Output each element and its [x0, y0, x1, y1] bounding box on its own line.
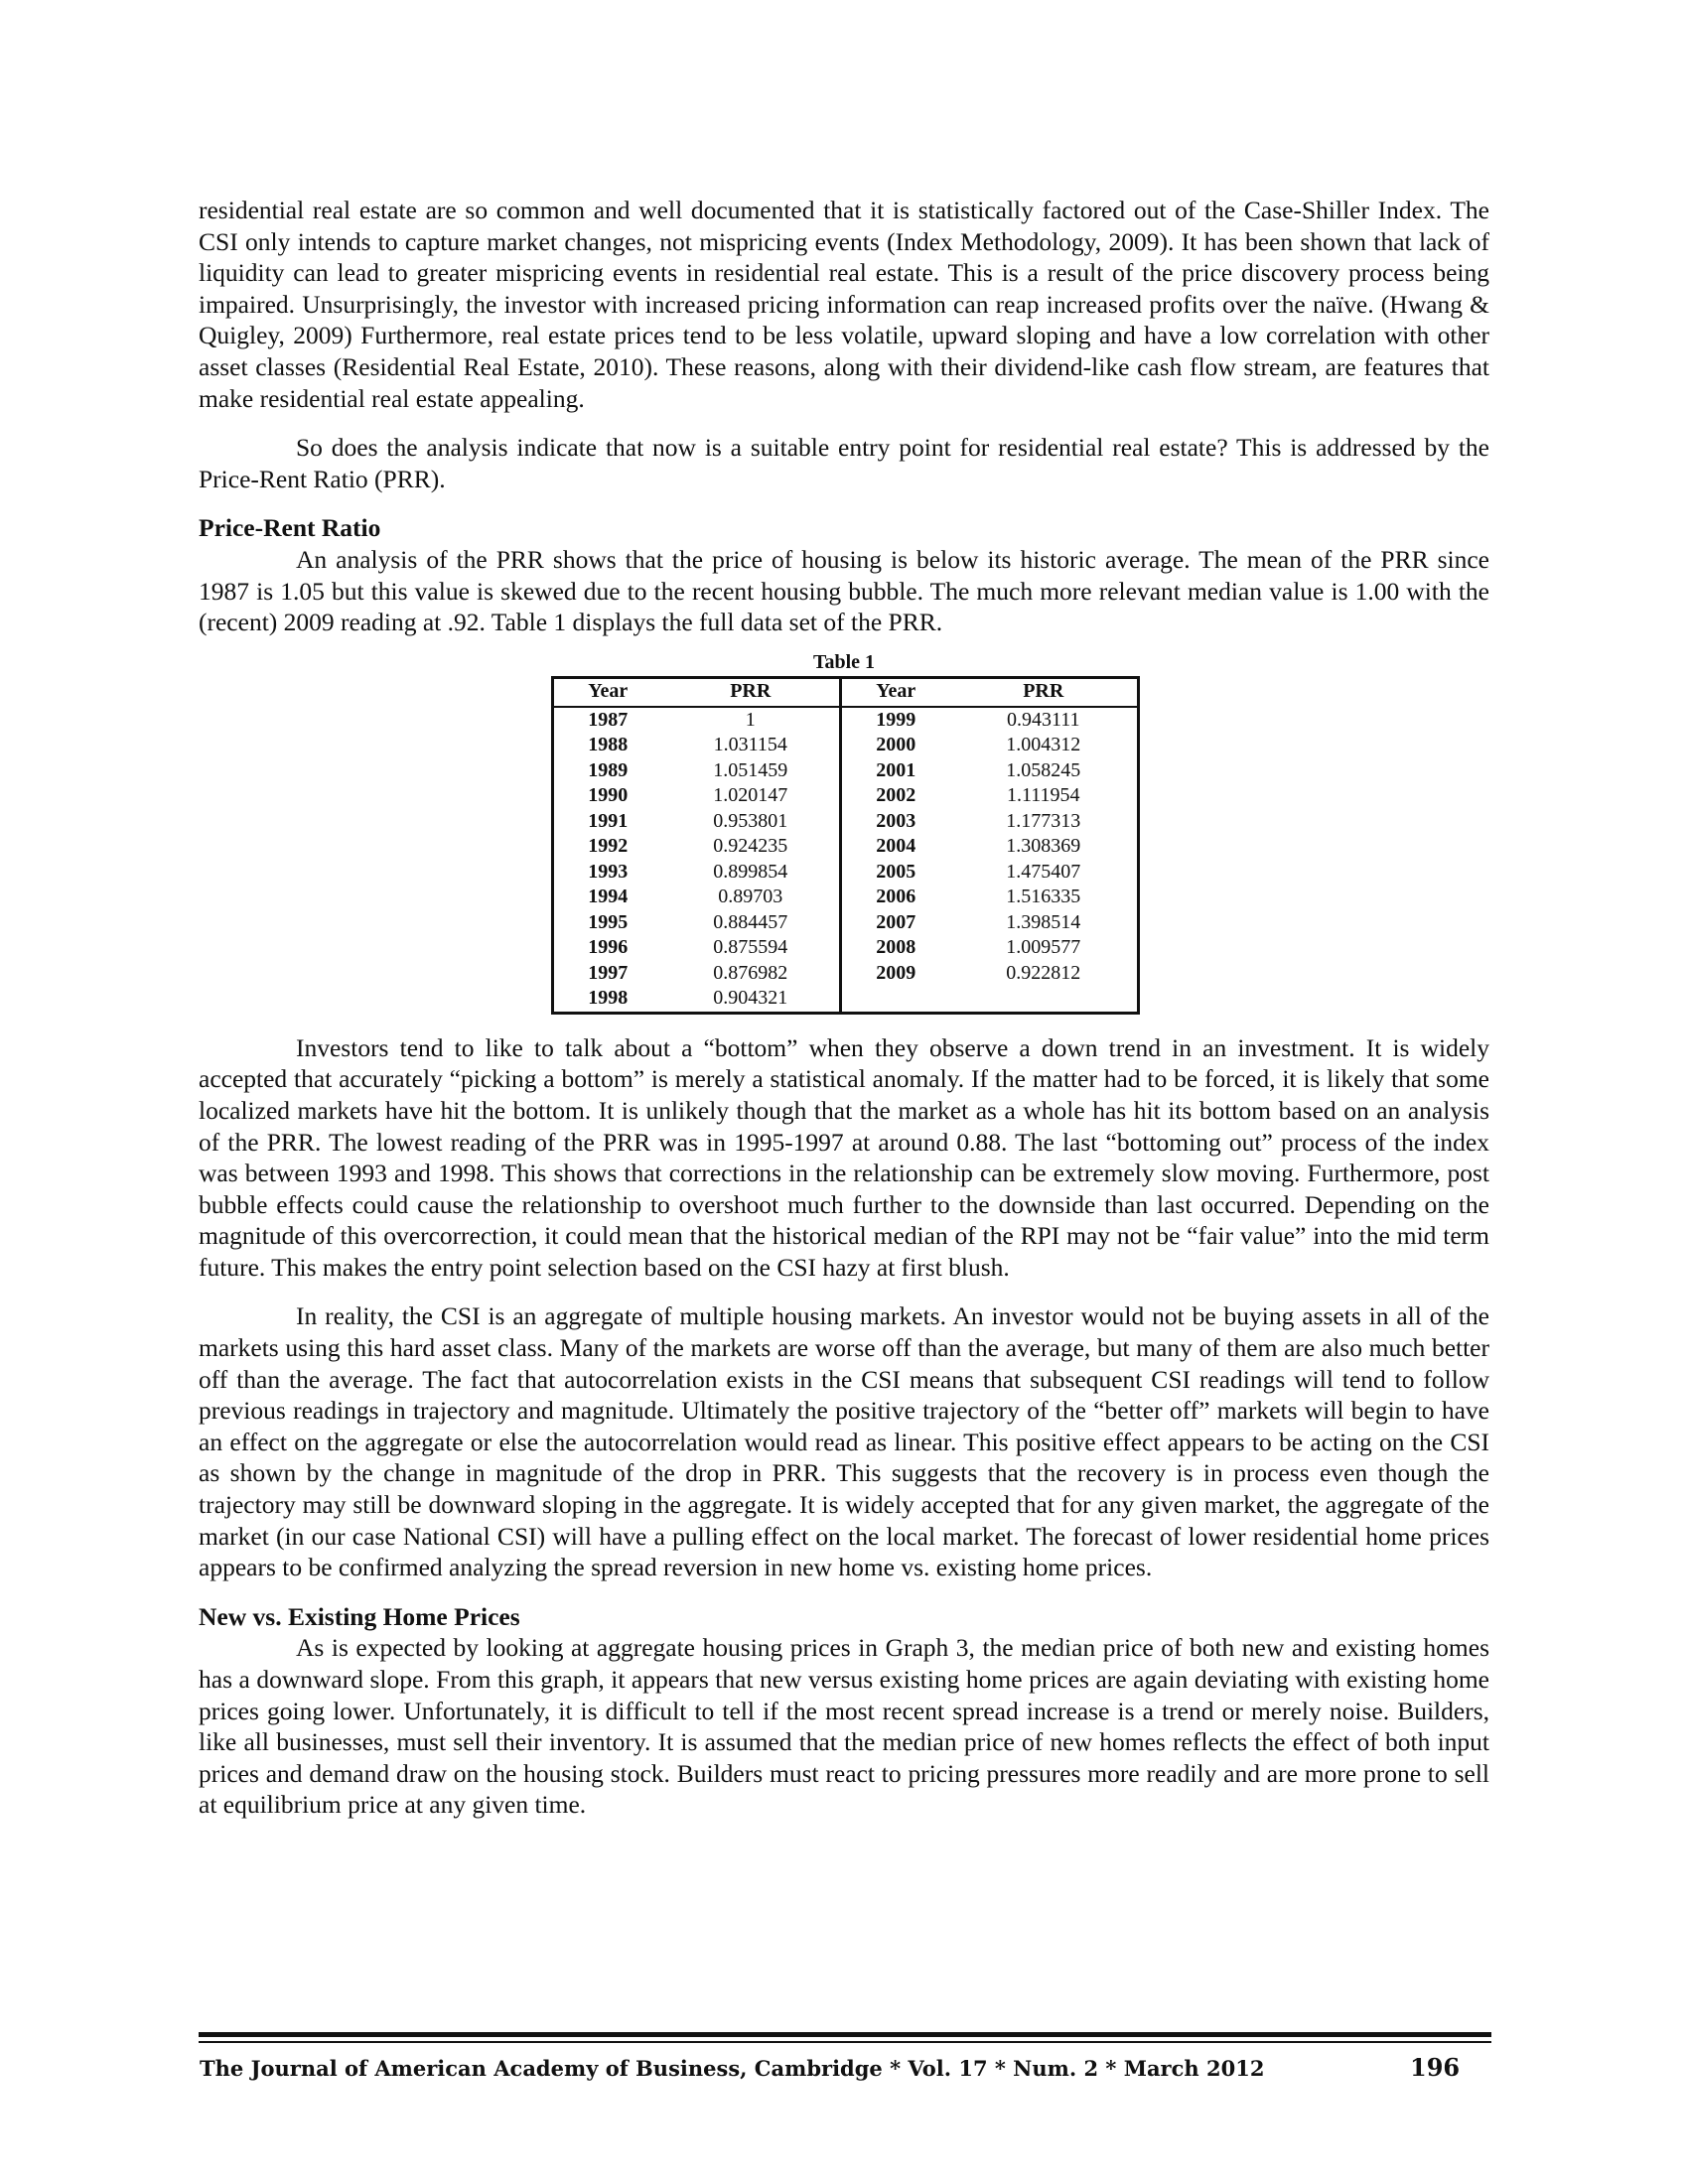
table-row — [553, 733, 1139, 758]
year-cell: 2004 — [841, 834, 950, 860]
year-cell: 1992 — [588, 835, 629, 858]
paragraph-entry-point: So does the analysis indicate that now is a suitable entry point for residential real estate? This is addressed by the Price-Rent Ratio (PRR). — [199, 433, 1489, 493]
table-row — [553, 809, 1139, 835]
table-row — [553, 783, 1139, 809]
year-cell: 2008 — [841, 935, 950, 961]
year-cell: 1987 — [588, 708, 629, 731]
prr-cell: 1 — [745, 708, 756, 731]
column-header: PRR — [662, 677, 841, 707]
table-row — [553, 860, 1139, 886]
page-body — [199, 195, 1489, 1821]
prr-cell: 0.875594 — [713, 936, 788, 959]
heading-new-vs-existing: New vs. Existing Home Prices — [199, 1601, 520, 1631]
table-row — [553, 935, 1139, 961]
prr-cell: 0.924235 — [713, 835, 788, 858]
prr-cell: 1.177313 — [1006, 809, 1081, 832]
table-row — [553, 758, 1139, 784]
prr-cell: 1.058245 — [1006, 758, 1081, 781]
paragraph-prr-analysis: An analysis of the PRR shows that the price of housing is below its historic average. The mean of the PRR since 1987 is 1.05 but this value is skewed due to the recent housing bubble. The much more relevant median value is 1.00 with the (recent) 2009 reading at .92. Table 1 displays the full data set of the PRR. — [199, 544, 1489, 637]
year-cell: 1996 — [588, 936, 629, 959]
paragraph-bottom: Investors tend to like to talk about a “bottom” when they observe a down trend in an investment. It is widely accepted that accurately “picking a bottom” is merely a statistical anomaly. If the matter had to be forced, it is likely that some localized markets have hit the bottom. It is unlikely though that the market as a whole has hit its bottom based on an analysis of the PRR. The lowest reading of the PRR was in 1995-1997 at around 0.88. The last “bottoming out” process of the index was between 1993 and 1998. This shows that corrections in the relationship can be extremely slow moving. Furthermore, post bubble effects could cause the relationship to overshoot much further to the downside than last occurred. Depending on the magnitude of this overcorrection, it could mean that the historical median of the RPI may not be “fair value” into the mid term future. This makes the entry point selection based on the CSI hazy at first blush. — [199, 1032, 1489, 1282]
table-row — [553, 986, 1139, 1013]
table-row — [553, 707, 1139, 734]
year-cell: 1993 — [588, 860, 629, 883]
year-cell — [841, 986, 950, 1013]
prr-cell — [950, 986, 1139, 1013]
column-header: PRR — [950, 677, 1139, 707]
paragraph-aggregate: In reality, the CSI is an aggregate of multiple housing markets. An investor would not be buying assets in all of the markets using this hard asset class. Many of the markets are worse off than the average, but many of them are also much better off than the average. The fact that autocorrelation exists in the CSI means that subsequent CSI readings will tend to follow previous readings in trajectory and magnitude. Ultimately the positive trajectory of the “better off” markets will begin to have an effect on the aggregate or else the autocorrelation would read as linear. This positive effect appears to be acting on the CSI as shown by the change in magnitude of the drop in PRR. This suggests that the recovery is in process even though the trajectory may still be downward sloping in the aggregate. It is widely accepted that for any given market, the aggregate of the market (in our case National CSI) will have a pulling effect on the local market. The forecast of lower residential home prices appears to be confirmed analyzing the spread reversion in new home vs. existing home prices. — [199, 1301, 1489, 1582]
footer-journal-citation: The Journal of American Academy of Business, Cambridge * Vol. 17 * Num. 2 * March 2012 — [200, 2056, 1265, 2081]
prr-cell: 1.398514 — [1006, 910, 1081, 933]
prr-cell: 0.876982 — [713, 961, 788, 984]
table-1 — [551, 650, 1137, 1015]
table-header-row — [553, 677, 1139, 707]
prr-cell: 1.051459 — [713, 758, 788, 781]
prr-cell: 1.031154 — [713, 734, 787, 756]
year-cell: 1998 — [588, 987, 629, 1010]
year-cell: 2007 — [841, 910, 950, 936]
prr-cell: 0.884457 — [713, 910, 788, 933]
prr-cell: 1.111954 — [1006, 784, 1080, 807]
prr-table — [551, 676, 1140, 1015]
column-header: Year — [553, 677, 662, 707]
year-cell: 1994 — [588, 886, 629, 908]
year-cell: 2000 — [841, 733, 950, 758]
table-row — [553, 834, 1139, 860]
prr-cell: 0.89703 — [718, 886, 783, 908]
paragraph-new-vs-existing: As is expected by looking at aggregate housing prices in Graph 3, the median price of both new and existing homes has a downward slope. From this graph, it appears that new versus existing home prices are again deviating with existing home prices going lower. Unfortunately, it is difficult to tell if the most recent spread increase is a trend or merely noise. Builders, like all businesses, must sell their inventory. It is assumed that the median price of new homes reflects the effect of both input prices and demand draw on the housing stock. Builders must react to pricing pressures more readily and are more prone to sell at equilibrium price at any given time. — [199, 1633, 1489, 1820]
year-cell: 1989 — [588, 758, 629, 781]
paragraph-intro: residential real estate are so common and well documented that it is statistically factored out of the Case-Shiller Index. The CSI only intends to capture market changes, not mispricing events (Index Methodology, 2009). It has been shown that lack of liquidity can lead to greater mispricing events in residential real estate. This is a result of the price discovery process being impaired. Unsurprisingly, the investor with increased pricing information can reap increased profits over the naïve. (Hwang & Quigley, 2009) Furthermore, real estate prices tend to be less volatile, upward sloping and have a low correlation with other asset classes (Residential Real Estate, 2010). These reasons, along with their dividend-like cash flow stream, are features that make residential real estate appealing. — [199, 196, 1489, 413]
prr-cell: 0.953801 — [713, 809, 788, 832]
year-cell: 1999 — [841, 707, 950, 734]
year-cell: 2003 — [841, 809, 950, 835]
prr-cell: 1.009577 — [1006, 936, 1081, 959]
year-cell: 2006 — [841, 885, 950, 910]
prr-cell: 1.020147 — [713, 784, 788, 807]
table-row — [553, 885, 1139, 910]
prr-cell: 1.516335 — [1006, 886, 1081, 908]
footer-page-number: 196 — [1410, 2053, 1461, 2082]
prr-cell: 1.308369 — [1006, 835, 1081, 858]
table-caption: Table 1 — [812, 650, 876, 673]
year-cell: 1997 — [588, 961, 629, 984]
year-cell: 1990 — [588, 784, 629, 807]
prr-cell: 1.475407 — [1006, 860, 1081, 883]
footer-rule-thick — [199, 2032, 1491, 2037]
prr-cell: 0.943111 — [1006, 708, 1080, 731]
table-row — [553, 910, 1139, 936]
year-cell: 1991 — [588, 809, 629, 832]
prr-cell: 1.004312 — [1006, 734, 1081, 756]
year-cell: 2005 — [841, 860, 950, 886]
year-cell: 1988 — [588, 734, 629, 756]
year-cell: 2009 — [841, 961, 950, 987]
heading-price-rent-ratio: Price-Rent Ratio — [199, 513, 381, 543]
year-cell: 2001 — [841, 758, 950, 784]
table-body — [553, 707, 1139, 1014]
prr-cell: 0.904321 — [713, 987, 788, 1010]
prr-cell: 0.922812 — [1006, 961, 1081, 984]
year-cell: 1995 — [588, 910, 629, 933]
footer-rule-thin — [199, 2041, 1491, 2043]
column-header: Year — [841, 677, 950, 707]
year-cell: 2002 — [841, 783, 950, 809]
prr-cell: 0.899854 — [713, 860, 788, 883]
table-row — [553, 961, 1139, 987]
